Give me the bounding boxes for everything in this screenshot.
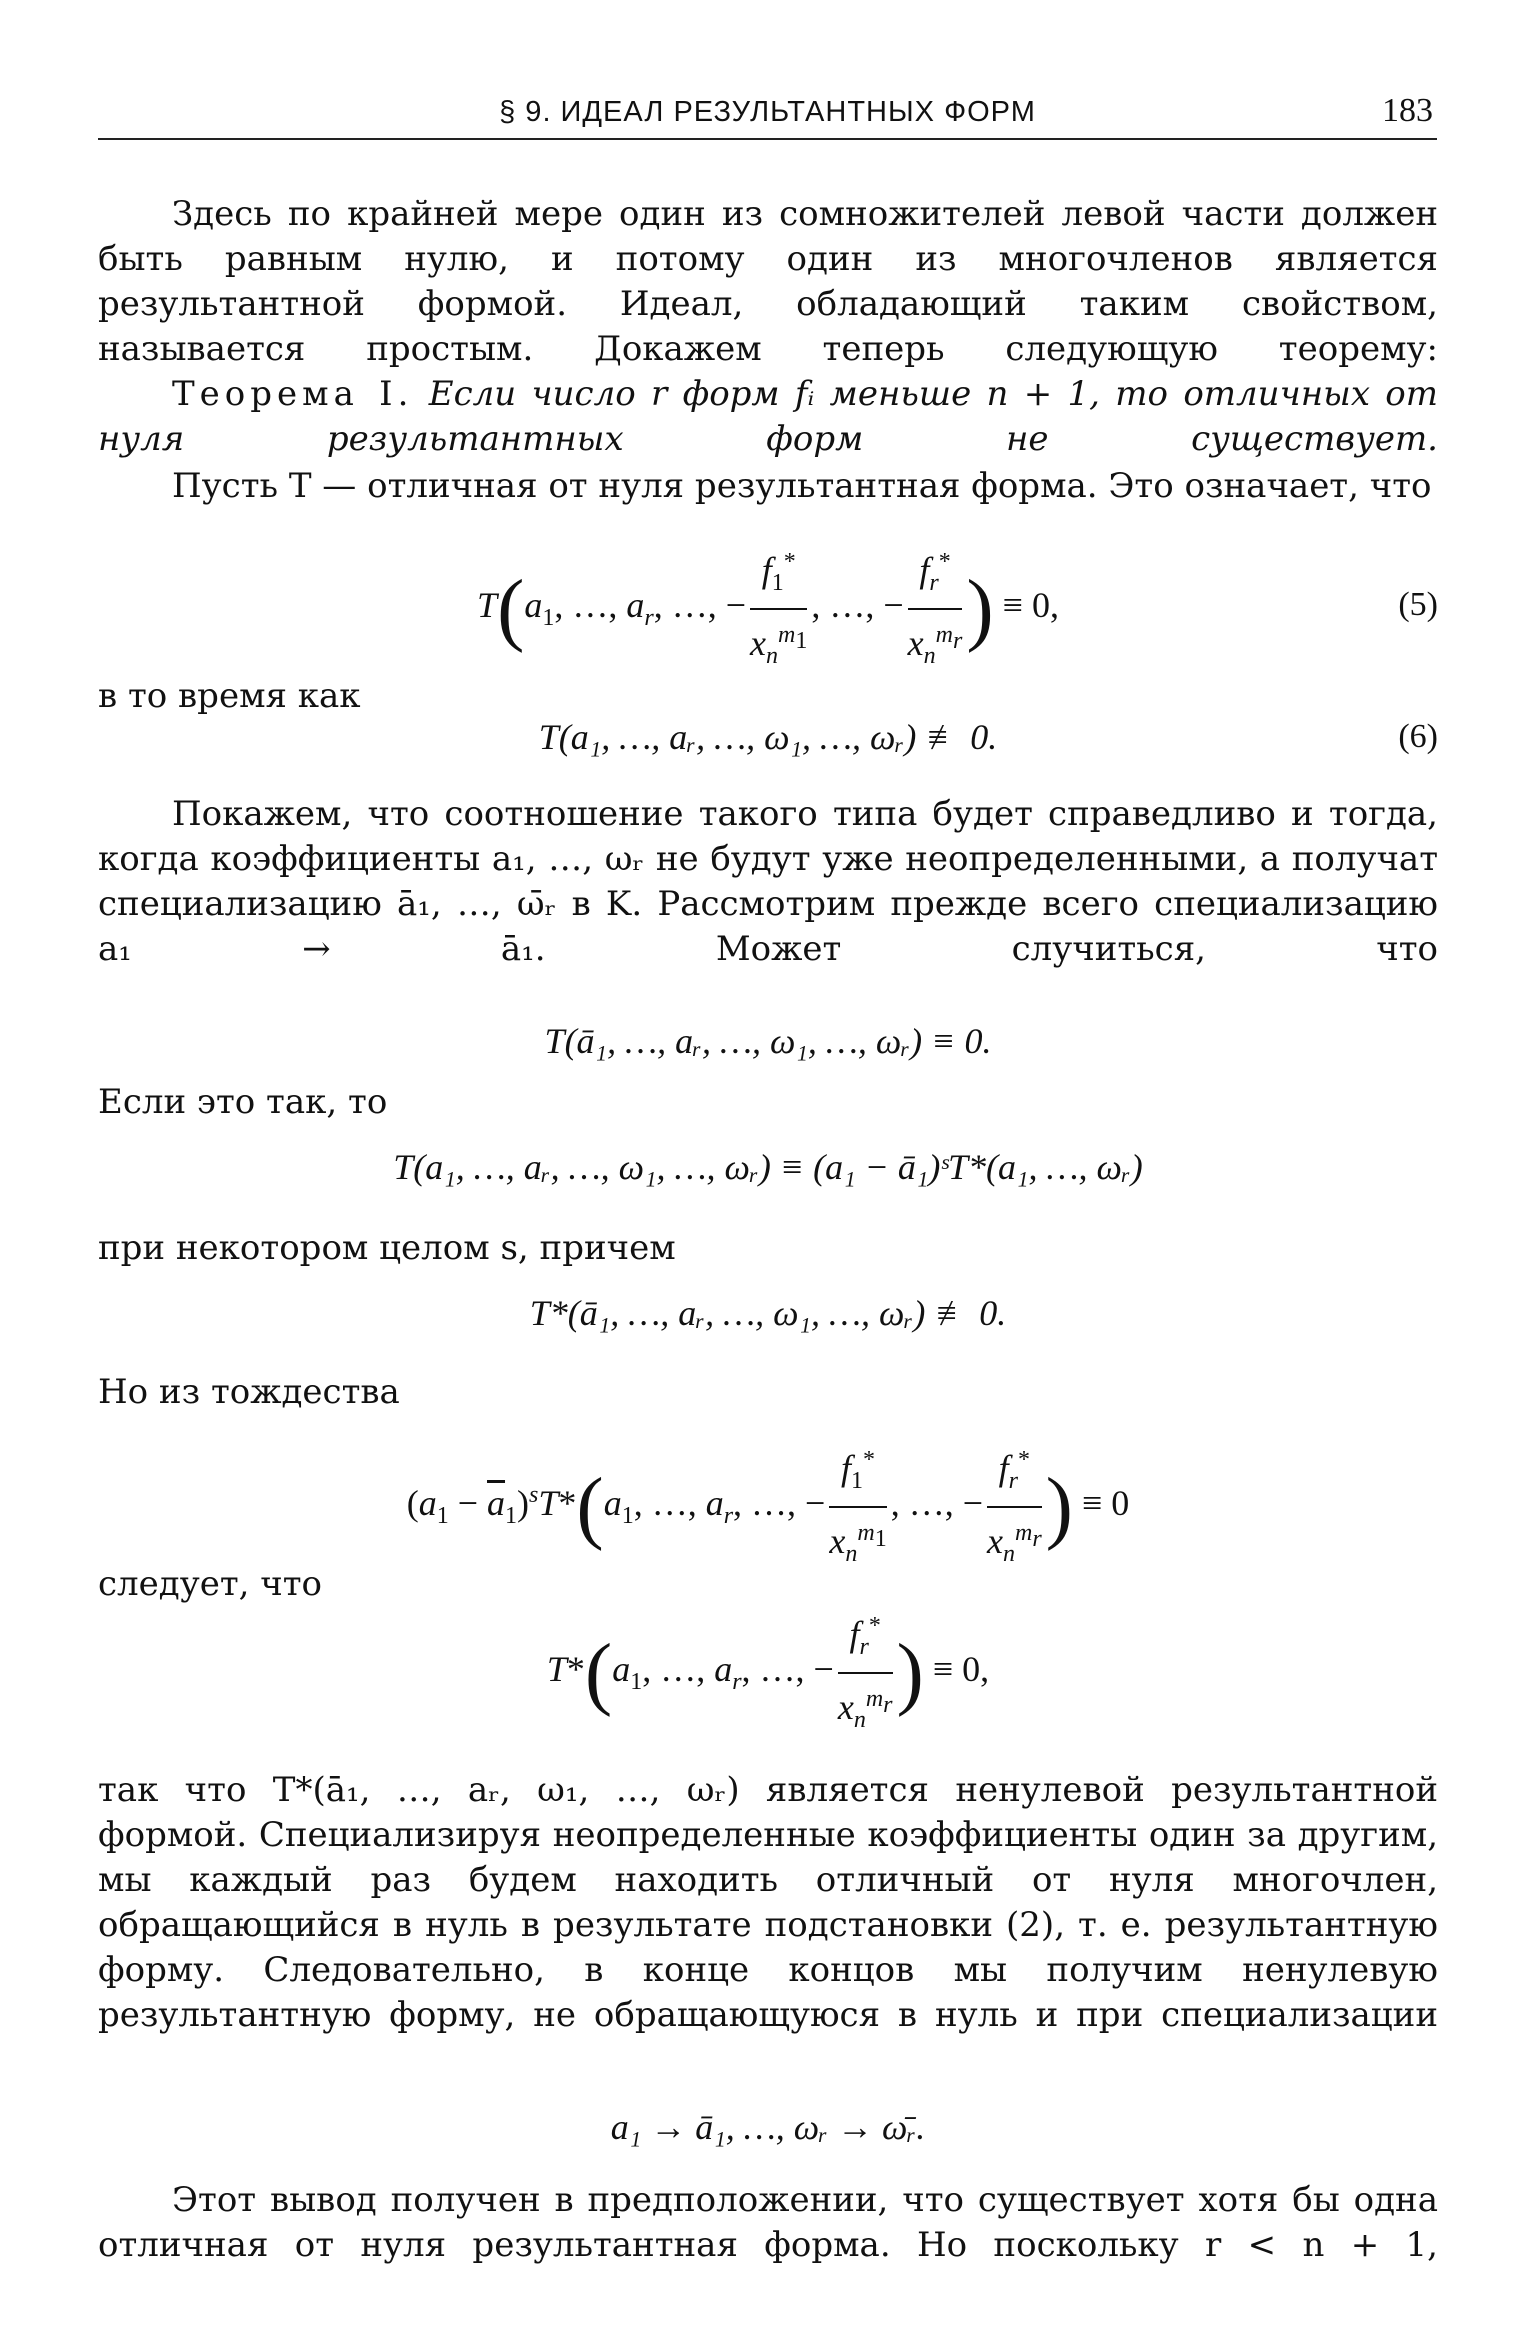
paragraph-5: Этот вывод получен в предположении, что существует хотя бы одна отличная от нуля результантная форма. Но поскольку r < n + 1,	[98, 2180, 1438, 2265]
integer-s-label: при некотором целом s, причем	[98, 1228, 676, 1268]
page-number: 183	[1382, 92, 1433, 129]
equation-6-number: (6)	[1398, 718, 1438, 755]
identity-label: Но из тождества	[98, 1372, 400, 1412]
paragraph-3: Покажем, что соотношение такого типа будет справедливо и тогда, когда коэффициенты a₁, …, ωᵣ не будут уже неопределенными, а получат специализацию ā₁, …, ω̄ᵣ в K. Рассмотрим прежде всего специализацию a₁ → ā₁. Может случиться, что	[98, 794, 1438, 969]
paragraph-1: Здесь по крайней мере один из сомножителей левой части должен быть равным нулю, и потому один из многочленов является результантной формой. Идеал, обладающий таким свойством, называется простым. Докажем теперь следующую теорему:	[98, 194, 1438, 369]
equation-9: T*(ā₁, …, aᵣ, …, ω₁, …, ωᵣ) ≢ 0.	[529, 1293, 1007, 1333]
page-header	[98, 88, 1437, 140]
running-head: § 9. ИДЕАЛ РЕЗУЛЬТАНТНЫХ ФОРМ	[499, 96, 1036, 128]
follows-label: следует, что	[98, 1564, 323, 1604]
equation-5-number: (5)	[1398, 586, 1438, 623]
equation-6	[98, 712, 1438, 762]
equation-11: $T*(a_1$, …, $a_r$, …, − $\frac{f_r^*}{x_n^{m_r}}$ ) ≡ 0,	[98, 1594, 1438, 1744]
equation-7: T(ā₁, …, aᵣ, …, ω₁, …, ωᵣ) ≡ 0.	[544, 1021, 992, 1061]
theorem-label: Теорема I.	[172, 374, 414, 414]
paragraph-4: так что T*(ā₁, …, aᵣ, ω₁, …, ωᵣ) является ненулевой результантной формой. Специализируя неопределенные коэффициенты один за другим, мы каждый раз будем находить отличный от нуля многочлен, обращающийся в нуль в результате подстановки (2), т. е. результантную форму. Следовательно, в конце концов мы получим ненулевую результантную форму, не обращающуюся в нуль и при специализации	[98, 1770, 1438, 2035]
equation-6-body: T(a₁, …, aᵣ, …, ω₁, …, ωᵣ) ≢ 0.	[538, 717, 998, 757]
paragraph-2: Пусть T — отличная от нуля результантная форма. Это означает, что	[172, 466, 1432, 506]
theorem-statement: Если число r форм fᵢ меньше n + 1, то отличных от нуля результантных форм не существует.	[98, 374, 1439, 459]
theorem-1	[98, 372, 1438, 462]
equation-12: a₁ → ā₁, …, ωᵣ → ω̄ᵣ.	[610, 2107, 926, 2147]
while-label: в то время как	[98, 676, 361, 716]
if-label: Если это так, то	[98, 1082, 388, 1122]
equation-5	[98, 530, 1438, 680]
equation-10: $(a_1 - \overline{a}_1)^sT*(a_1$, …, $a_r$, …, − $\frac{f_1^*}{x_n^{m_1}}$ , …, − $\frac{f_r^*}{x_n^{m_r}}$ ) ≡ 0	[98, 1420, 1438, 1570]
equation-8: T(a₁, …, aᵣ, …, ω₁, …, ωᵣ) ≡ (a₁ − ā₁)ˢT*(a₁, …, ωᵣ)	[393, 1147, 1143, 1187]
equation-5-body: $T(a_1$, …, $a_r$, …, − $\frac{f_1^*}{x_n^{m_1}}$ , …, − $\frac{f_r^*}{x_n^{m_r}}$ ) ≡ 0,	[477, 585, 1059, 625]
